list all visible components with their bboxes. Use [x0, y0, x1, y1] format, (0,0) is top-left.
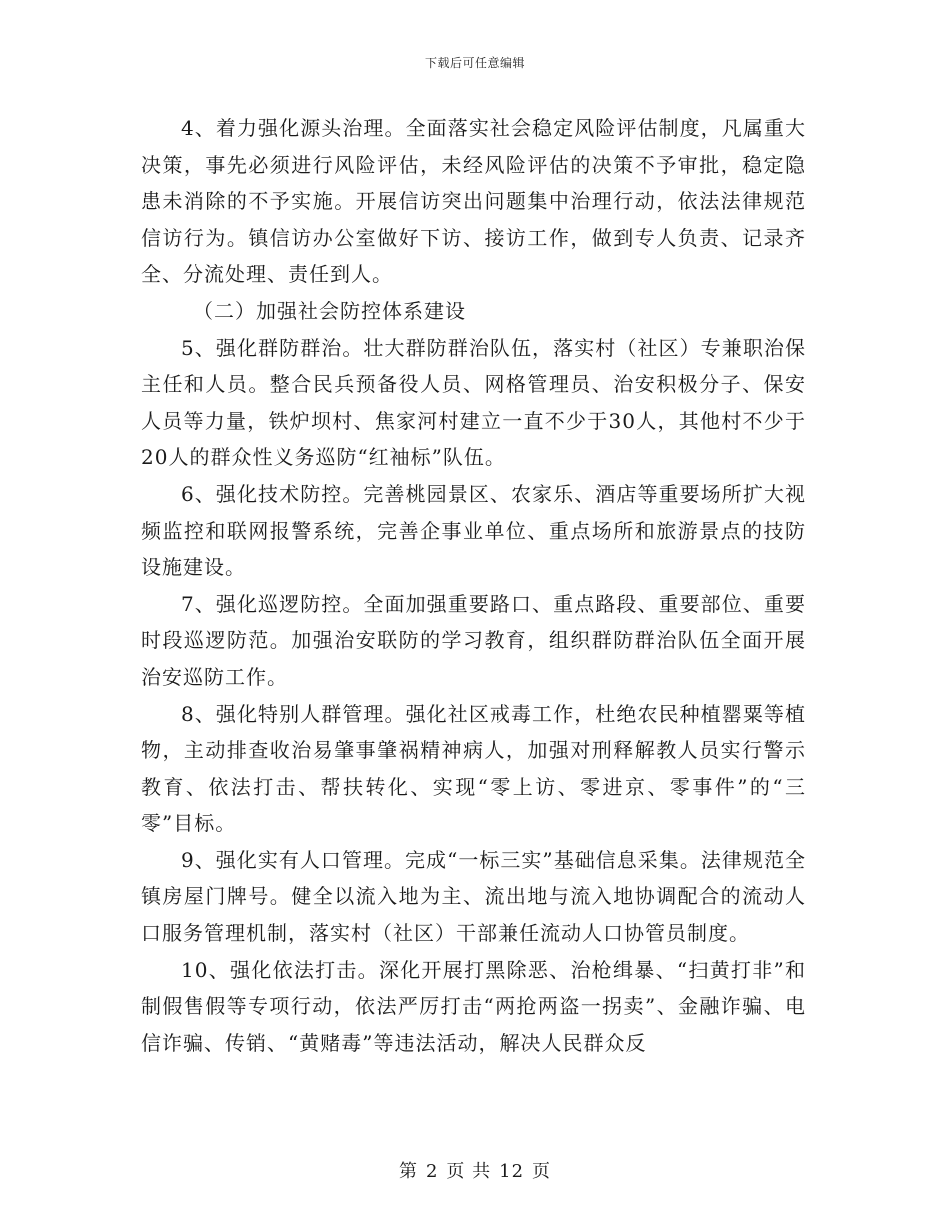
- paragraph-item-9: 9、强化实有人口管理。完成“一标三实”基础信息采集。法律规范全镇房屋门牌号。健全以流入地为主、流出地与流入地协调配合的流动人口服务管理机制，落实村（社区）干部兼任流动人口协管员制度。: [141, 847, 806, 946]
- footer-page-number: 2: [425, 1161, 439, 1182]
- page-footer: [0, 1157, 950, 1183]
- paragraph-item-7: 7、强化巡逻防控。全面加强重要路口、重点路段、重要部位、重要时段巡逻防范。加强治安联防的学习教育，组织群防群治队伍全面开展治安巡防工作。: [141, 591, 806, 689]
- paragraph-item-4: 4、着力强化源头治理。全面落实社会稳定风险评估制度，凡属重大决策，事先必须进行风险评估，未经风险评估的决策不予审批，稳定隐患未消除的不予实施。开展信访突出问题集中治理行动，依法法律规范信访行为。镇信访办公室做好下访、接访工作，做到专人负责、记录齐全、分流处理、责任到人。: [141, 116, 806, 287]
- paragraph-item-6: 6、强化技术防控。完善桃园景区、农家乐、酒店等重要场所扩大视频监控和联网报警系统，完善企事业单位、重点场所和旅游景点的技防设施建设。: [141, 481, 806, 580]
- section-heading-2: （二）加强社会防控体系建设: [193, 298, 466, 323]
- footer-middle: 页 共: [446, 1161, 492, 1182]
- footer-suffix: 页: [532, 1161, 552, 1182]
- paragraph-item-10: 10、强化依法打击。深化开展打黑除恶、治枪缉暴、“扫黄打非”和制假售假等专项行动，依法严厉打击“两抢两盗一拐卖”、金融诈骗、电信诈骗、传销、“黄赌毒”等违法活动，解决人民群众反: [141, 957, 806, 1055]
- paragraph-item-5: 5、强化群防群治。壮大群防群治队伍，落实村（社区）专兼职治保主任和人员。整合民兵预备役人员、网格管理员、治安积极分子、保安人员等力量，铁炉坝村、焦家河村建立一直不少于30人，其他村不少于20人的群众性义务巡防“红袖标”队伍。: [141, 335, 806, 470]
- footer-total-pages: 12: [499, 1161, 525, 1182]
- paragraph-item-8: 8、强化特别人群管理。强化社区戒毒工作，杜绝农民种植罂粟等植物，主动排查收治易肇事肇祸精神病人，加强对刑释解教人员实行警示教育、依法打击、帮扶转化、实现“零上访、零进京、零事件”的“三零”目标。: [141, 701, 806, 836]
- page-header: 下载后可任意编辑: [424, 56, 525, 70]
- footer-prefix: 第: [398, 1161, 418, 1182]
- document-body: [141, 110, 806, 1061]
